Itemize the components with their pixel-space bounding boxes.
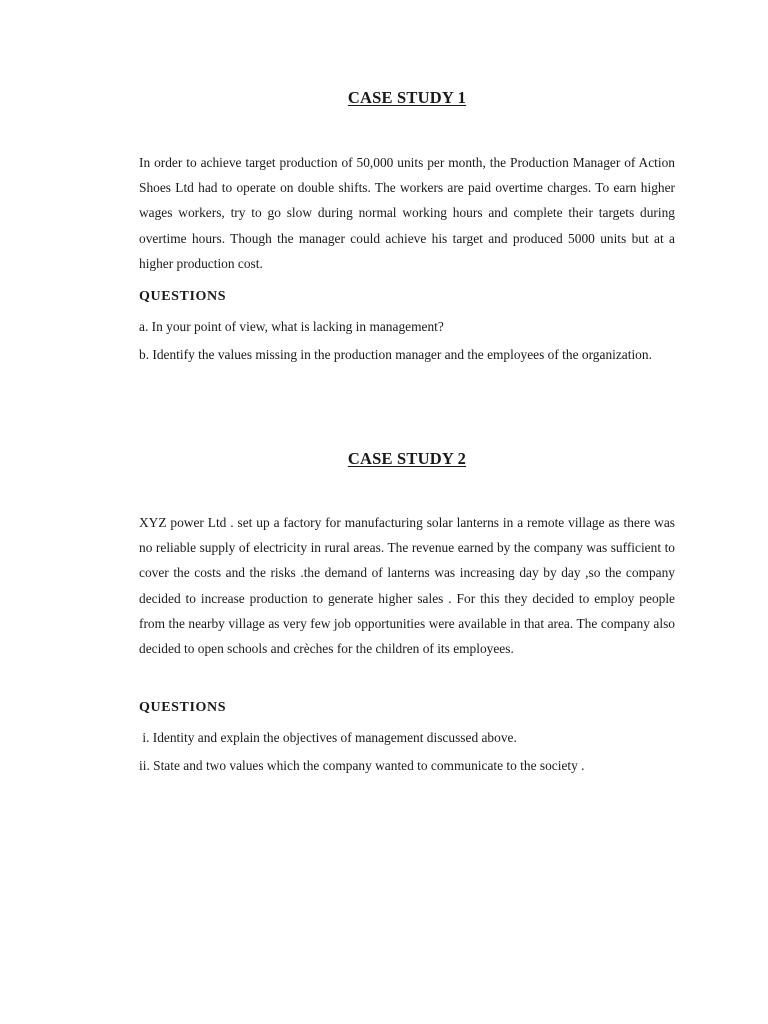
case-study-1-questions-heading: QUESTIONS [139, 289, 227, 304]
case-study-1-question-a: a. In your point of view, what is lacking in management? [139, 319, 444, 334]
case-study-2-paragraph: XYZ power Ltd . set up a factory for manufacturing solar lanterns in a remote village as there was no reliable supply of electricity in rural areas. The revenue earned by the company was sufficient to cover the costs and the risks .the demand of lanterns was increasing day by day ,so the company decided to increase production to generate higher sales . For this they decided to employ people from the nearby village as very few job opportunities were available in that area. The company also decided to open schools and crèches for the children of its employees. [139, 515, 675, 657]
case-study-2-title: CASE STUDY 2 [347, 449, 467, 468]
case-study-2-question-i: i. Identity and explain the objectives of management discussed above. [139, 730, 517, 745]
case-study-1-paragraph: In order to achieve target production of 50,000 units per month, the Production Manager of Action Shoes Ltd had to operate on double shifts. The workers are paid overtime charges. To earn higher wages workers, try to go slow during normal working hours and complete their targets during overtime hours. Though the manager could achieve his target and produced 5000 units but at a higher production cost. [139, 155, 675, 271]
case-study-2-question-ii: ii. State and two values which the company wanted to communicate to the society . [139, 758, 585, 773]
case-study-1-question-b: b. Identify the values missing in the production manager and the employees of the organization. [139, 347, 652, 362]
case-study-1-title: CASE STUDY 1 [347, 88, 467, 107]
case-study-2-questions-heading: QUESTIONS [139, 700, 227, 715]
